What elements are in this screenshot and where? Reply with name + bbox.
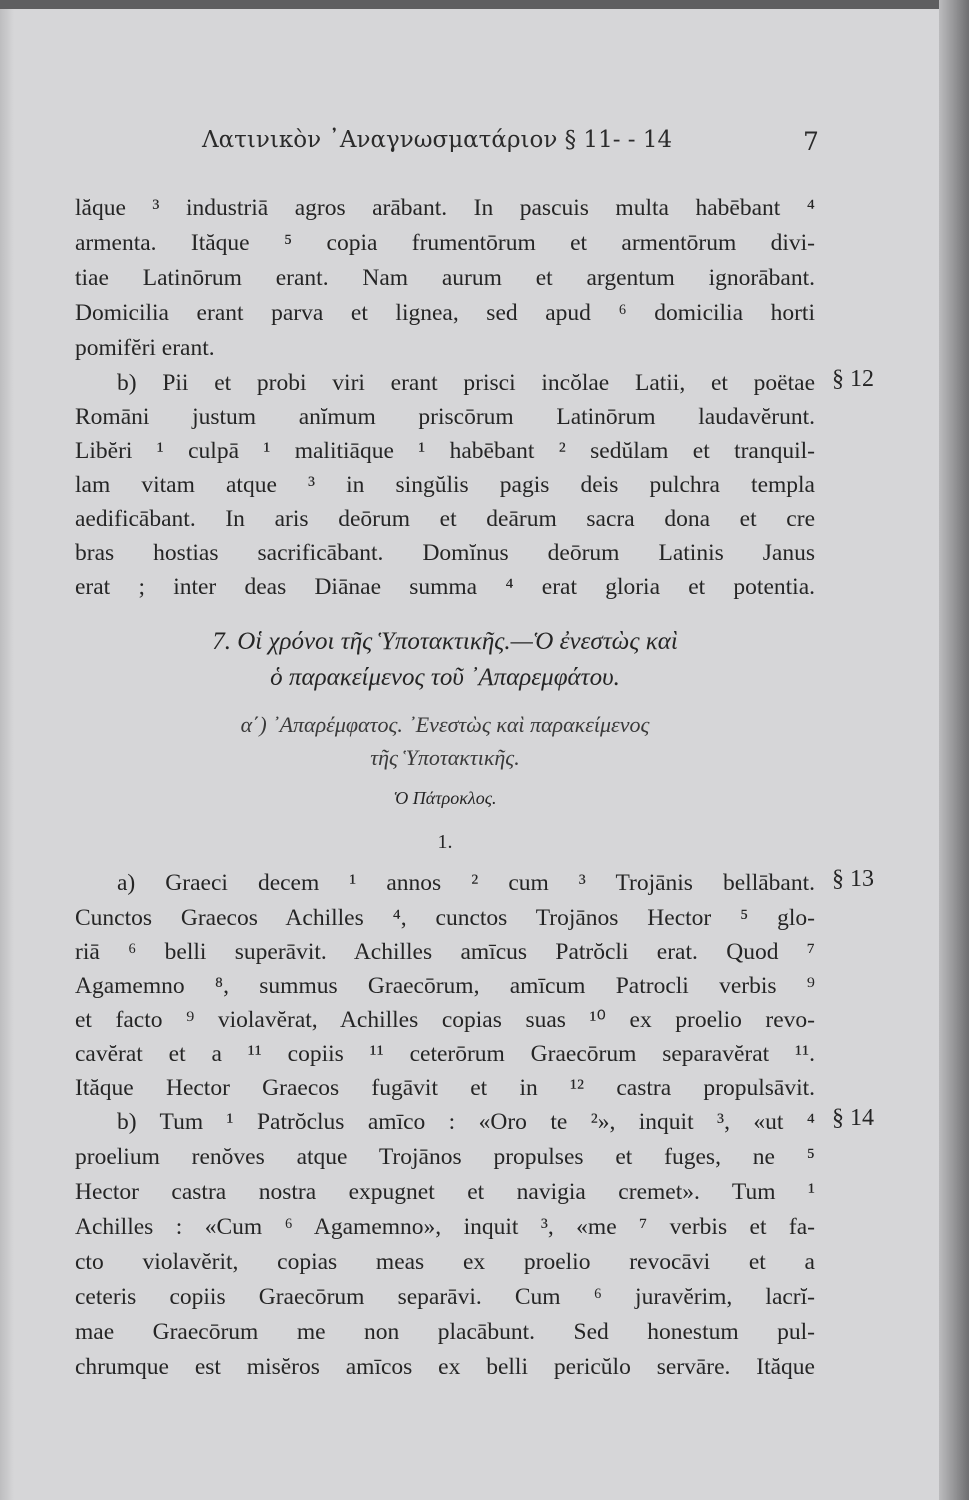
text-line: et facto ⁹ violavĕrat, Achilles copias suas ¹⁰ ex proelio revo- bbox=[75, 1007, 815, 1033]
text-line: Ităque Hector Graecos fugāvit et in ¹² castra propulsāvit. bbox=[75, 1075, 815, 1101]
text-line: Domicilia erant parva et lignea, sed apud ⁶ domicilia horti bbox=[75, 300, 815, 326]
text-line: pomifĕri erant. bbox=[75, 335, 215, 361]
story-title: Ὁ Πάτροκλος. bbox=[393, 788, 497, 808]
text-line: proelium renŏves atque Trojānos propulses et fuges, ne ⁵ bbox=[75, 1144, 815, 1170]
text-line: Libĕri ¹ culpā ¹ malitiāque ¹ habēbant ² sedŭlam et tranquil- bbox=[75, 438, 815, 464]
text-line: ceteris copiis Graecōrum separāvi. Cum ⁶ juravĕrim, lacrĭ- bbox=[75, 1284, 815, 1310]
right-edge bbox=[939, 0, 969, 1500]
margin-section-ref: § 14 bbox=[832, 1105, 874, 1131]
text-line: aedificābant. In aris deōrum et deārum sacra dona et cre bbox=[75, 506, 815, 532]
text-line: mae Graecōrum me non placābunt. Sed honestum pul- bbox=[75, 1319, 815, 1345]
text-line: Hector castra nostra expugnet et navigia cremet». Tum ¹ bbox=[75, 1179, 815, 1205]
text-line: Cunctos Graecos Achilles ⁴, cunctos Trojānos Hector ⁵ glo- bbox=[75, 905, 815, 931]
margin-section-ref: § 13 bbox=[832, 866, 874, 892]
text-line: Achilles : «Cum ⁶ Agamemno», inquit ³, «me ⁷ verbis et fa- bbox=[75, 1214, 815, 1240]
left-edge-shadow bbox=[0, 0, 14, 1500]
section-heading: ὁ παρακείμενος τοῦ ᾿Απαρεμφάτου. bbox=[270, 664, 620, 691]
text-line: bras hostias sacrificābant. Domĭnus deōrum Latinis Janus bbox=[75, 540, 815, 566]
text-line: Agamemno ⁸, summus Graecōrum, amīcum Patrocli verbis ⁹ bbox=[75, 973, 815, 999]
text-line: Romāni justum anĭmum priscōrum Latinōrum laudavĕrunt. bbox=[75, 404, 815, 430]
text-line: cavĕrat et a ¹¹ copiis ¹¹ ceterōrum Graecōrum separavĕrat ¹¹. bbox=[75, 1041, 815, 1067]
page-number: 7 bbox=[803, 127, 819, 156]
text-line: cto violavĕrit, copias meas ex proelio revocāvi et a bbox=[75, 1249, 815, 1275]
text-line: a) Graeci decem ¹ annos ² cum ³ Trojānis bellābant. bbox=[117, 870, 815, 896]
top-edge bbox=[0, 0, 969, 9]
section-heading: 7. Οἱ χρόνοι τῆς Ὑποτακτικῆς.—Ὁ ἐνεστὼς καὶ bbox=[212, 628, 678, 655]
text-line: lăque ³ industriā agros arābant. In pascuis multa habēbant ⁴ bbox=[75, 195, 815, 221]
text-line: armenta. Ităque ⁵ copia frumentōrum et armentōrum divi- bbox=[75, 230, 815, 256]
sub-heading: α΄) ᾿Απαρέμφατος. ᾿Ενεστὼς καὶ παρακείμενος bbox=[240, 712, 650, 737]
text-line: b) Pii et probi viri erant prisci incŏlae Latii, et poëtae bbox=[117, 370, 815, 396]
text-line: b) Tum ¹ Patrŏclus amīco : «Oro te ²», inquit ³, «ut ⁴ bbox=[117, 1109, 815, 1135]
sub-heading: τῆς Ὑποτακτικῆς. bbox=[370, 745, 520, 770]
text-line: erat ; inter deas Diānae summa ⁴ erat gloria et potentia. bbox=[75, 574, 815, 600]
margin-section-ref: § 12 bbox=[832, 366, 874, 392]
text-line: chrumque est misĕros amīcos ex belli pericŭlo servāre. Ităque bbox=[75, 1354, 815, 1380]
text-line: tiae Latinōrum erant. Nam aurum et argentum ignorābant. bbox=[75, 265, 815, 291]
text-line: lam vitam atque ³ in singŭlis pagis deis pulchra templa bbox=[75, 472, 815, 498]
running-header: Λατινικὸν ᾿Αναγνωσματάριον § 11- - 14 bbox=[202, 127, 673, 153]
text-line: riā ⁶ belli superāvit. Achilles amīcus Patrŏcli erat. Quod ⁷ bbox=[75, 939, 815, 965]
part-number: 1. bbox=[437, 831, 453, 853]
